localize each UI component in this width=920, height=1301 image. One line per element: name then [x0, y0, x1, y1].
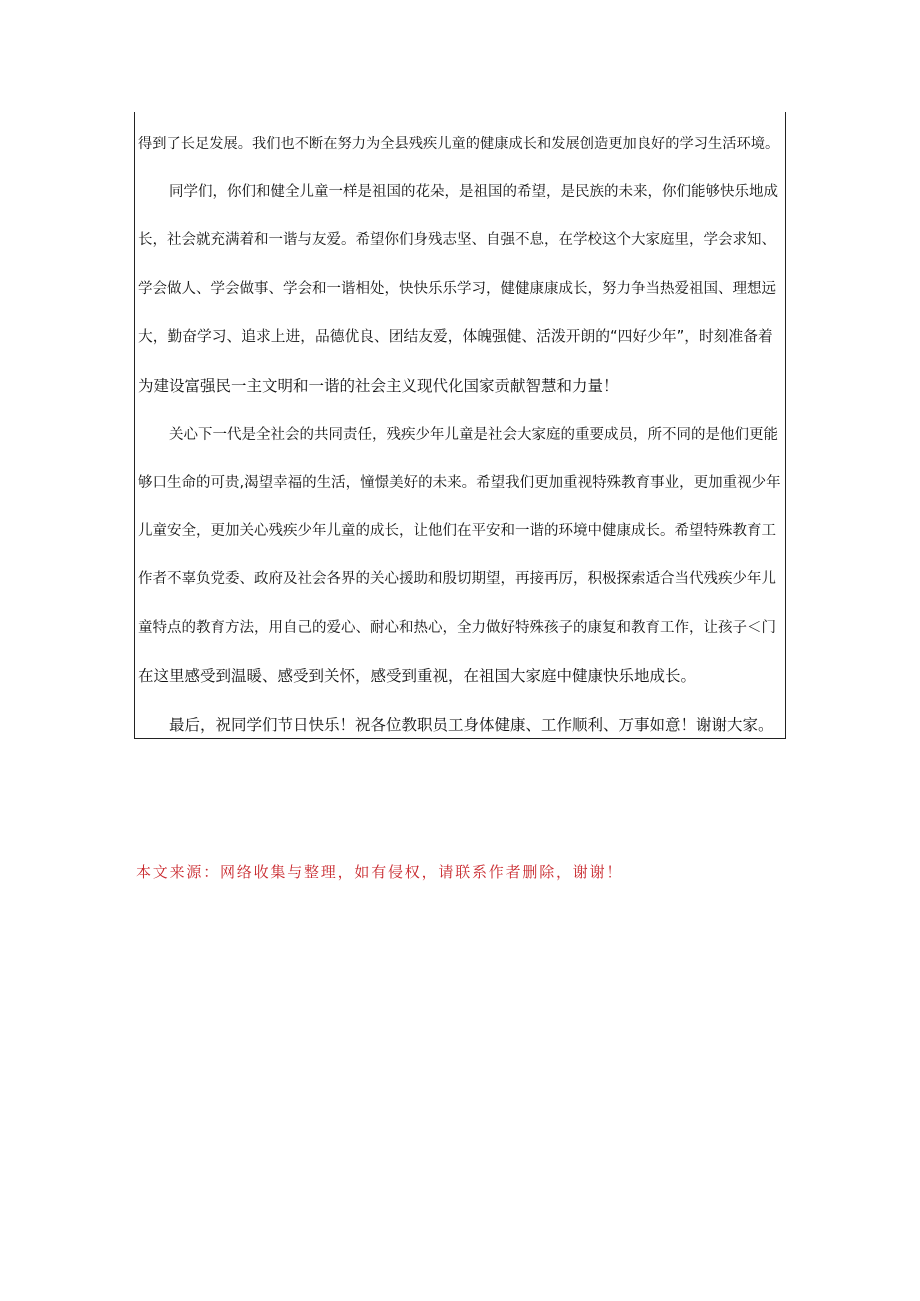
paragraph-line: 够口生命的可贵,渴望幸福的生活，憧憬美好的未来。希望我们更加重视特殊教育事业，更加重视少年 — [138, 475, 781, 491]
document-text-box — [134, 112, 786, 739]
paragraph-line: 关心下一代是全社会的共同责任，残疾少年儿童是社会大家庭的重要成员，所不同的是他们更能 — [169, 427, 778, 443]
paragraph-line: 儿童安全，更加关心残疾少年儿童的成长，让他们在平安和一谐的环境中健康成长。希望特殊教育工 — [138, 523, 776, 539]
paragraph-line: 大，勤奋学习、追求上进，品德优良、团结友爱，体魄强健、活泼开朗的“四好少年”，时刻准备着 — [138, 328, 773, 345]
source-note: 本文来源：网络收集与整理，如有侵权，请联系作者删除，谢谢！ — [136, 863, 624, 881]
paragraph-line: 在这里感受到温暖、感受到关怀，感受到重视，在祖国大家庭中健康快乐地成长。 — [138, 667, 697, 685]
paragraph-line: 长，社会就充满着和一谐与友爱。希望你们身残志坚、自强不息，在学校这个大家庭里，学会求知、 — [138, 232, 776, 248]
paragraph-line: 作者不辜负党委、政府及社会各界的关心援助和殷切期望，再接再厉，积极探索适合当代残疾少年儿 — [138, 571, 776, 587]
paragraph-line: 得到了长足发展。我们也不断在努力为全县残疾儿童的健康成长和发展创造更加良好的学习生活环境。 — [138, 136, 780, 152]
paragraph-line: 学会做人、学会做事、学会和一谐相处，快快乐乐学习，健健康康成长，努力争当热爱祖国、理想远 — [138, 281, 776, 297]
paragraph-line: 同学们，你们和健全儿童一样是祖国的花朵，是祖国的希望，是民族的未来，你们能够快乐地成 — [169, 184, 778, 200]
paragraph-line: 童特点的教育方法，用自己的爱心、耐心和热心，全力做好特殊孩子的康复和教育工作，让孩子＜门 — [138, 620, 776, 636]
paragraph-line: 最后，祝同学们节日快乐！祝各位教职员工身体健康、工作顺利、万事如意！谢谢大家。 — [169, 716, 774, 734]
paragraph-line: 为建设富强民一主文明和一谐的社会主义现代化国家贡献智慧和力量！ — [138, 377, 619, 395]
